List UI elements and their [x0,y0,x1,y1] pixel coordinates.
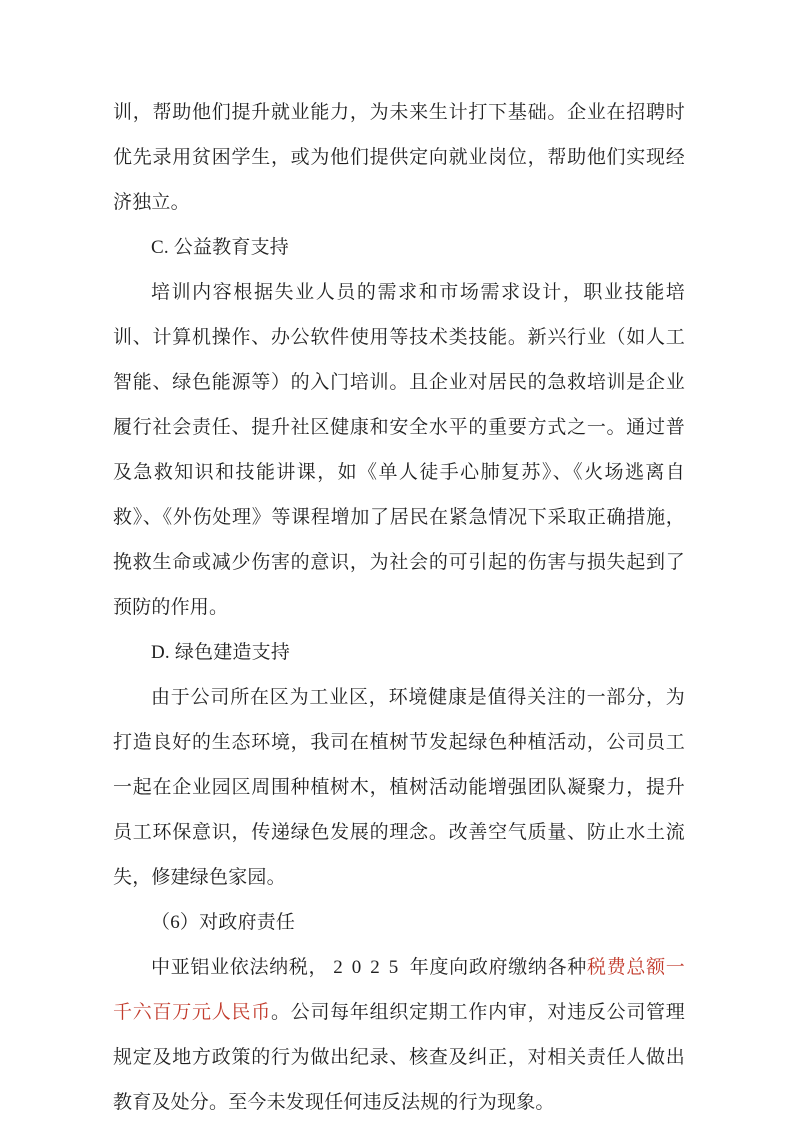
gov-text-after-year: 年度向政府缴纳各种 [409,957,587,978]
gov-year-2025: 2025 [333,957,408,978]
paragraph-training-first-aid: 培训内容根据失业人员的需求和市场需求设计，职业技能培训、计算机操作、办公软件使用等技术类技能。新兴行业（如人工智能、绿色能源等）的入门培训。且企业对居民的急救培训是企业履行社会责任、提升社区健康和安全水平的重要方式之一。通过普及急救知识和技能讲课，如《单人徒手心肺复苏》、《火场逃离自救》、《外伤处理》等课程增加了居民在紧急情况下采取正确措施，挽救生命或减少伤害的意识，为社会的可引起的伤害与损失起到了预防的作用。 [113,282,685,618]
paragraph-government-tax [113,945,685,1125]
paragraph-employment-support-continuation: 训，帮助他们提升就业能力，为未来生计打下基础。企业在招聘时优先录用贫困学生，或为他们提供定向就业岗位，帮助他们实现经济独立。 [113,102,685,213]
heading-6-government-responsibility: （6）对政府责任 [151,912,296,933]
highlighted-tax-amount: 税费总额一千六百万元人民币 [113,957,685,1023]
gov-text-after-highlight: 。公司每年组织定期工作内审，对违反公司管理规定及地方政策的行为做出纪录、核查及纠正，对相关责任人做出教育及处分。至今未发现任何违反法规的行为现象。 [113,1002,686,1113]
document-text-body [113,90,685,1125]
heading-c-public-welfare-education: C. 公益教育支持 [151,237,289,258]
heading-d-green-construction: D. 绿色建造支持 [151,642,291,663]
gov-text-before-year: 中亚铝业依法纳税， [151,957,329,978]
paragraph-green-planting: 由于公司所在区为工业区，环境健康是值得关注的一部分，为打造良好的生态环境，我司在植树节发起绿色种植活动，公司员工一起在企业园区周围种植树木，植树活动能增强团队凝聚力，提升员工环保意识，传递绿色发展的理念。改善空气质量、防止水土流失，修建绿色家园。 [113,687,685,888]
